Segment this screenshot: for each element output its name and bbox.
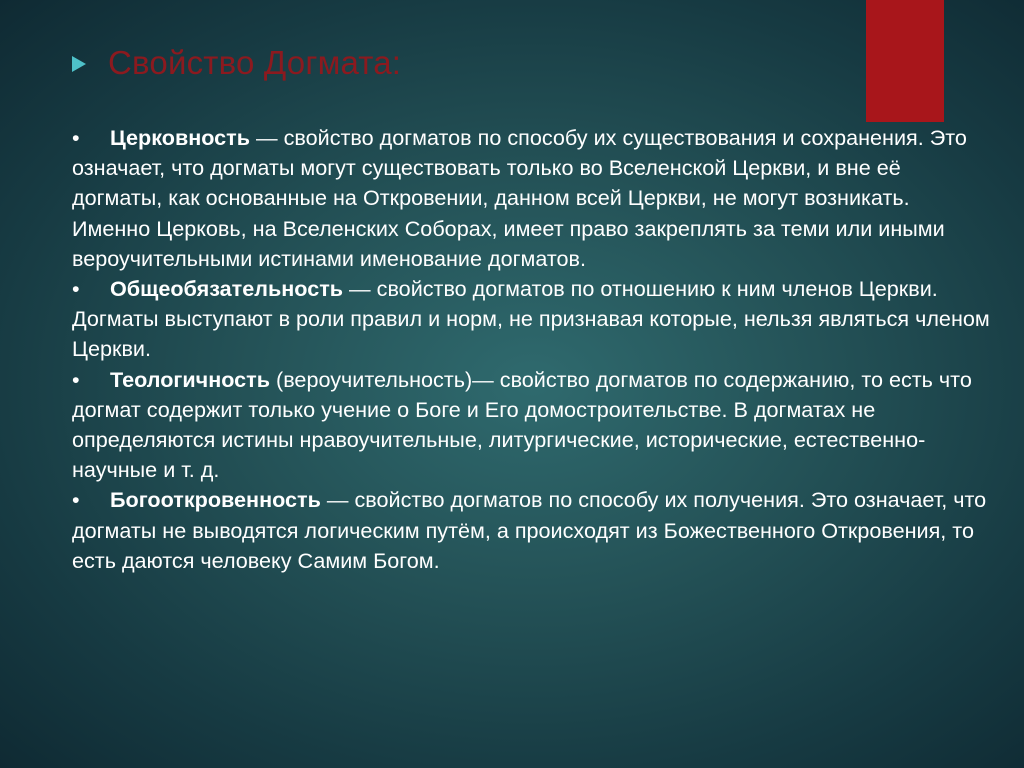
bullet-icon: • [72, 366, 80, 392]
item-term: Церковность [110, 125, 251, 150]
list-item [72, 123, 992, 274]
item-term: Теологичность [110, 366, 271, 392]
bullet-icon: • [72, 487, 80, 513]
red-accent-bar [866, 0, 944, 122]
item-text: (вероучительность)— свойство догматов по содержанию, то есть что догмат содержит только учение о Боге и Его домостроительстве. В догматах не определяются истины нравоучительные, литургические, исторические, естественно-научные и т. д. [72, 366, 972, 483]
list-item [72, 274, 992, 365]
slide-body [72, 123, 992, 576]
item-text: — свойство догматов по способу их существования и сохранения. Это означает, что догматы могут существовать только во Вселенской Церкви, и вне её догматы, как основанные на Откровении, данном всей Церкви, не могут возникать. Именно Церковь, на Вселенских Соборах, имеет право закреплять за теми или иными вероучительными истинами именование догматов. [72, 125, 967, 271]
list-item [72, 485, 992, 576]
bullet-icon: • [72, 276, 80, 302]
list-item [72, 365, 992, 486]
item-term: Общеобязательность [110, 276, 344, 302]
item-text: — свойство догматов по отношению к ним членов Церкви. Догматы выступают в роли правил и норм, не признавая которые, нельзя являться членом Церкви. [72, 276, 990, 362]
triangle-bullet-icon [72, 56, 86, 72]
slide-title: Свойство Догмата: [108, 44, 402, 81]
title-row [72, 44, 401, 82]
bullet-icon: • [72, 125, 80, 150]
item-term: Богооткровенность [110, 487, 321, 513]
item-text: — свойство догматов по способу их получения. Это означает, что догматы не выводятся логическим путём, а происходят из Божественного Откровения, то есть даются человеку Самим Богом. [72, 487, 987, 573]
